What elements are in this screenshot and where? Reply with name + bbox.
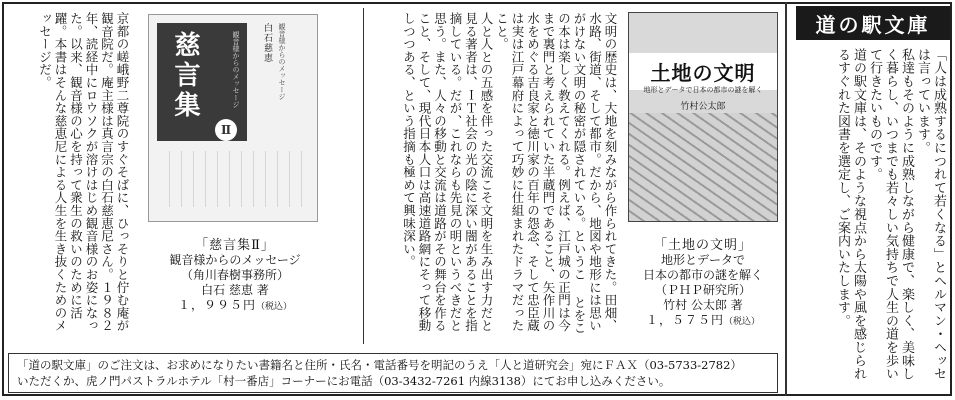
book2-cover[interactable] xyxy=(148,14,318,222)
book2-author: 白石 慈恵 著 xyxy=(201,283,269,297)
book1-cover-title: 土地の文明 xyxy=(629,53,777,90)
intro-text: 「人は成熟するにつれて若くなる」とヘルマン・ヘッセは言っています。 私達もそのように成熟しながら健康で、楽しく、美味しく暮らし、いつまでも若々しい気持ちで人生の道を歩いて行きたいものです。 道の駅文庫は、そのような視点から太陽や風を感じられるすぐれた図書を選定し、ご案内いたします。 xyxy=(835,48,946,381)
book2-title: 「慈言集Ⅱ」 xyxy=(195,238,275,253)
book1-cover-subtitle: 地形とデータで日本の都市の謎を解く xyxy=(643,86,763,94)
book1-price-line xyxy=(620,313,786,330)
book2-cover-tagline: 観音様からのメッセージ xyxy=(278,23,286,100)
book2-caption xyxy=(130,238,340,315)
book2-cover-band xyxy=(157,23,247,141)
map-illustration xyxy=(629,113,777,222)
column-title: 道の駅文庫 xyxy=(796,6,950,40)
book2-volume-mark: Ⅱ xyxy=(215,119,237,141)
book1-title: 「土地の文明」 xyxy=(653,238,752,253)
book2-price-line xyxy=(130,298,340,315)
column-divider-right xyxy=(785,2,787,396)
column-divider-middle xyxy=(363,8,364,344)
book2-tax: （税込） xyxy=(256,302,293,312)
book1-cover[interactable] xyxy=(628,12,778,222)
book1-publisher: （ＰＨＰ研究所） xyxy=(654,283,751,297)
book2-cover-title: 慈言集 xyxy=(170,31,200,121)
book1-author: 竹村 公太郎 著 xyxy=(663,298,743,312)
book2-review: 京都の嵯峨野二尊院のすぐそばに、ひっそりと佇む庵が観音院だ。庵主様は真言宗の白石慈恵尼さん。１９８２年、読経中にロウソクが溶けはじめ観音様のお姿になった。以来、観音様の心を持って衆生の救いのために活躍。本書はそんな慈恵尼による人生を生き抜くためのメッセージだ。 xyxy=(37,12,130,332)
order-info-line2: いただくか、虎ノ門パストラルホテル「村一番店」コーナーにお電話（03-3432-7261 内線3138）にてお申し込みください。 xyxy=(17,374,671,388)
book2-cover-author: 白石慈恵 xyxy=(262,23,272,63)
book1-price: １，５７５円 xyxy=(645,313,724,327)
book1-subtitle-2: 日本の都市の謎を解く xyxy=(642,268,763,282)
book2-subtitle: 観音様からのメッセージ xyxy=(169,253,301,267)
book2-publisher: （角川春樹事務所） xyxy=(180,268,289,282)
book1-subtitle-1: 地形とデータで xyxy=(660,253,745,267)
book1-tax: （税込） xyxy=(724,317,761,327)
order-info-box xyxy=(8,353,778,393)
book1-review: 文明の歴史は、大地を刻みながら作られてきた。田畑、水路、街道、そして都市。だから、地図や地形には思いがけない文明の秘密が隠されている。というこ とをこの本は楽しく教えてくれる。例えば、江戸城の正門は今まで裏門と考えられていた半蔵門であること、矢作川の水をめぐる吉良家と徳川家の百年の怨念、そして忠臣蔵は実は江戸幕府によって巧妙に仕組まれたドラマだったこと。 人と人との五感を伴った交流こそ文明を生み出す力だと見る著者は、ＩＴ社会の光の陰に深い闇があることを指摘している。だが、これならも先見の明というべきだと思う。また、人々の移動と交流は道路がその舞台を作ること、そして、現代日本人口は高速道路網にそって移動しつつある、という指摘も極めて興味深い。 xyxy=(401,12,618,335)
book1-caption xyxy=(620,238,786,330)
order-info-line1: 「道の駅文庫」のご注文は、お求めになりたい書籍名と住所・氏名・電話番号を明記のうえ「人と道研究会」宛にＦＡＸ（03-5733-2782） xyxy=(17,358,742,372)
book2-price: １，９９５円 xyxy=(177,298,256,312)
cover-decoration xyxy=(169,151,305,207)
book1-cover-author: 竹村公太郎 xyxy=(680,102,726,112)
book2-cover-subtitle: 観音様からのメッセージ xyxy=(232,31,240,108)
